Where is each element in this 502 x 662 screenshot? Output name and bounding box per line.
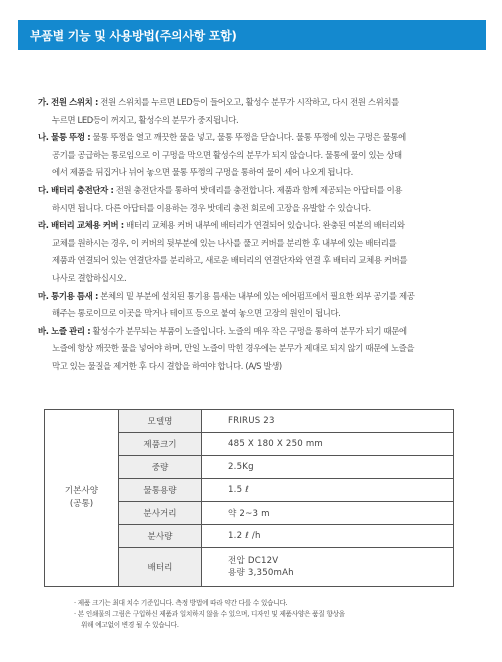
instruction-lead: 가. 전원 스위치 : <box>38 97 98 107</box>
instruction-text: 노즐에 항상 깨끗한 물을 넣어야 하며, 만일 노즐이 막힌 경우에는 분무가 제대로 되지 않기 때문에 노즐을 <box>52 343 415 354</box>
section-title: 부품별 기능 및 사용방법(주의사항 포함) <box>30 29 237 43</box>
table-row <box>45 410 454 433</box>
spec-value-spray-amount: 1.2 ℓ /h <box>202 525 454 548</box>
spec-group-cell <box>45 410 119 587</box>
spec-value-tank-capacity: 1.5 ℓ <box>202 479 454 502</box>
instruction-vent-gap <box>38 288 478 323</box>
instruction-nozzle-care <box>38 323 478 376</box>
instruction-charging-port <box>38 182 478 217</box>
spec-value-weight: 2.5Kg <box>202 456 454 479</box>
instruction-text: 전원 스위치를 누르면 LED등이 들어오고, 활성수 분무가 시작하고, 다시 전원 스위치를 <box>97 97 399 107</box>
spec-label-spray-distance: 분사거리 <box>119 502 202 525</box>
instruction-power-switch <box>38 94 478 129</box>
spec-label-model: 모델명 <box>119 410 202 433</box>
spec-value-spray-distance: 약 2~3 m <box>202 502 454 525</box>
instruction-lead: 라. 배터리 교체용 커버 : <box>38 220 124 231</box>
spec-value-battery-capacity: 용량 3,350mAh <box>228 568 294 578</box>
footnotes <box>74 598 484 630</box>
spec-value-model: FRIRUS 23 <box>202 410 454 433</box>
instruction-lead: 나. 물통 뚜껑 : <box>38 132 91 143</box>
spec-label-battery: 배터리 <box>119 548 202 587</box>
footnote-continued: 위해 예고없이 변경 될 수 있습니다. <box>81 620 179 629</box>
instructions-list <box>38 94 478 376</box>
footnote: · 본 인쇄물의 그림은 구입하신 제품과 일치하지 않을 수 있으며, 디자인 및 제품사양은 품질 향상을 <box>74 609 345 618</box>
instruction-text: 교체를 원하시는 경우, 이 커버의 뒷부분에 있는 나사를 풀고 커버를 분리한 후 내부에 있는 배터리를 <box>52 237 397 248</box>
spec-value-battery-voltage: 전압 DC12V <box>228 556 279 566</box>
instruction-lead: 바. 노즐 관리 : <box>38 325 91 336</box>
instruction-text: 활성수가 분무되는 부품이 노즐입니다. 노즐의 매우 작은 구멍을 통하여 분무가 되기 때문에 <box>90 325 407 336</box>
spec-label-size: 제품크기 <box>119 433 202 456</box>
instruction-text: 하시면 됩니다. 다른 아답터를 이용하는 경우 밧데리 충전 회로에 고장을 유발할 수 있습니다. <box>52 202 371 213</box>
instruction-text: 막고 있는 물질을 제거한 후 다시 결합을 하여야 합니다. (A/S 발생) <box>52 360 282 371</box>
instruction-text: 배터리 교체용 커버 내부에 배터리가 연결되어 있습니다. 완충된 여분의 배터리와 <box>123 220 405 231</box>
instruction-text: 나사로 결합하십시오. <box>52 272 127 283</box>
spec-table <box>44 409 454 587</box>
instruction-lead: 다. 배터리 충전단자 : <box>38 184 114 195</box>
instruction-text: 누르면 LED등이 꺼지고, 활성수의 분무가 중지됩니다. <box>52 114 239 125</box>
spec-label-spray-amount: 분사량 <box>119 525 202 548</box>
instruction-text: 공기를 공급하는 통로임으로 이 구멍을 막으면 활성수의 분무가 되지 않습니다. 물통에 물이 있는 상태 <box>52 149 402 160</box>
section-banner <box>18 20 486 50</box>
instruction-text: 에서 제품을 뒤집거나 뉘어 놓으면 물통 뚜껑의 구멍을 통하여 물이 세어 나오게 됩니다. <box>52 167 353 178</box>
instruction-battery-cover <box>38 217 478 287</box>
spec-label-tank-capacity: 물통용량 <box>119 479 202 502</box>
spec-label-weight: 중량 <box>119 456 202 479</box>
footnote: · 제품 크기는 최대 치수 기준입니다. 측정 방법에 따라 약간 다를 수 있습니다. <box>74 599 288 607</box>
spec-group-sublabel: (공통) <box>69 499 94 509</box>
instruction-text: 제품과 연결되어 있는 연결단자를 분리하고, 새로운 배터리의 연결단자와 연결 후 배터리 교체용 커버를 <box>52 255 408 266</box>
instruction-text: 해주는 통로이므로 이곳을 막거나 테이프 등으로 붙여 놓으면 고장의 원인이 됩니다. <box>52 308 341 319</box>
instruction-text: 본체의 밑 부분에 설치된 통기용 틈새는 내부에 있는 에어펌프에서 필요한 외부 공기를 제공 <box>97 290 415 301</box>
spec-group-label: 기본사양 <box>64 486 99 496</box>
spec-value-size: 485 X 180 X 250 mm <box>202 433 454 456</box>
spec-value-battery <box>202 548 454 587</box>
instruction-lead: 마. 통기용 틈새 : <box>38 290 98 301</box>
instruction-water-lid <box>38 129 478 182</box>
instruction-text: 물통 뚜껑을 열고 깨끗한 물을 넣고, 물통 뚜껑을 닫습니다. 물통 뚜껑에 있는 구멍은 물통에 <box>90 132 406 143</box>
instruction-text: 전원 충전단자를 통하여 밧데리를 충전합니다. 제품과 함께 제공되는 아답터를 이용 <box>113 184 403 195</box>
